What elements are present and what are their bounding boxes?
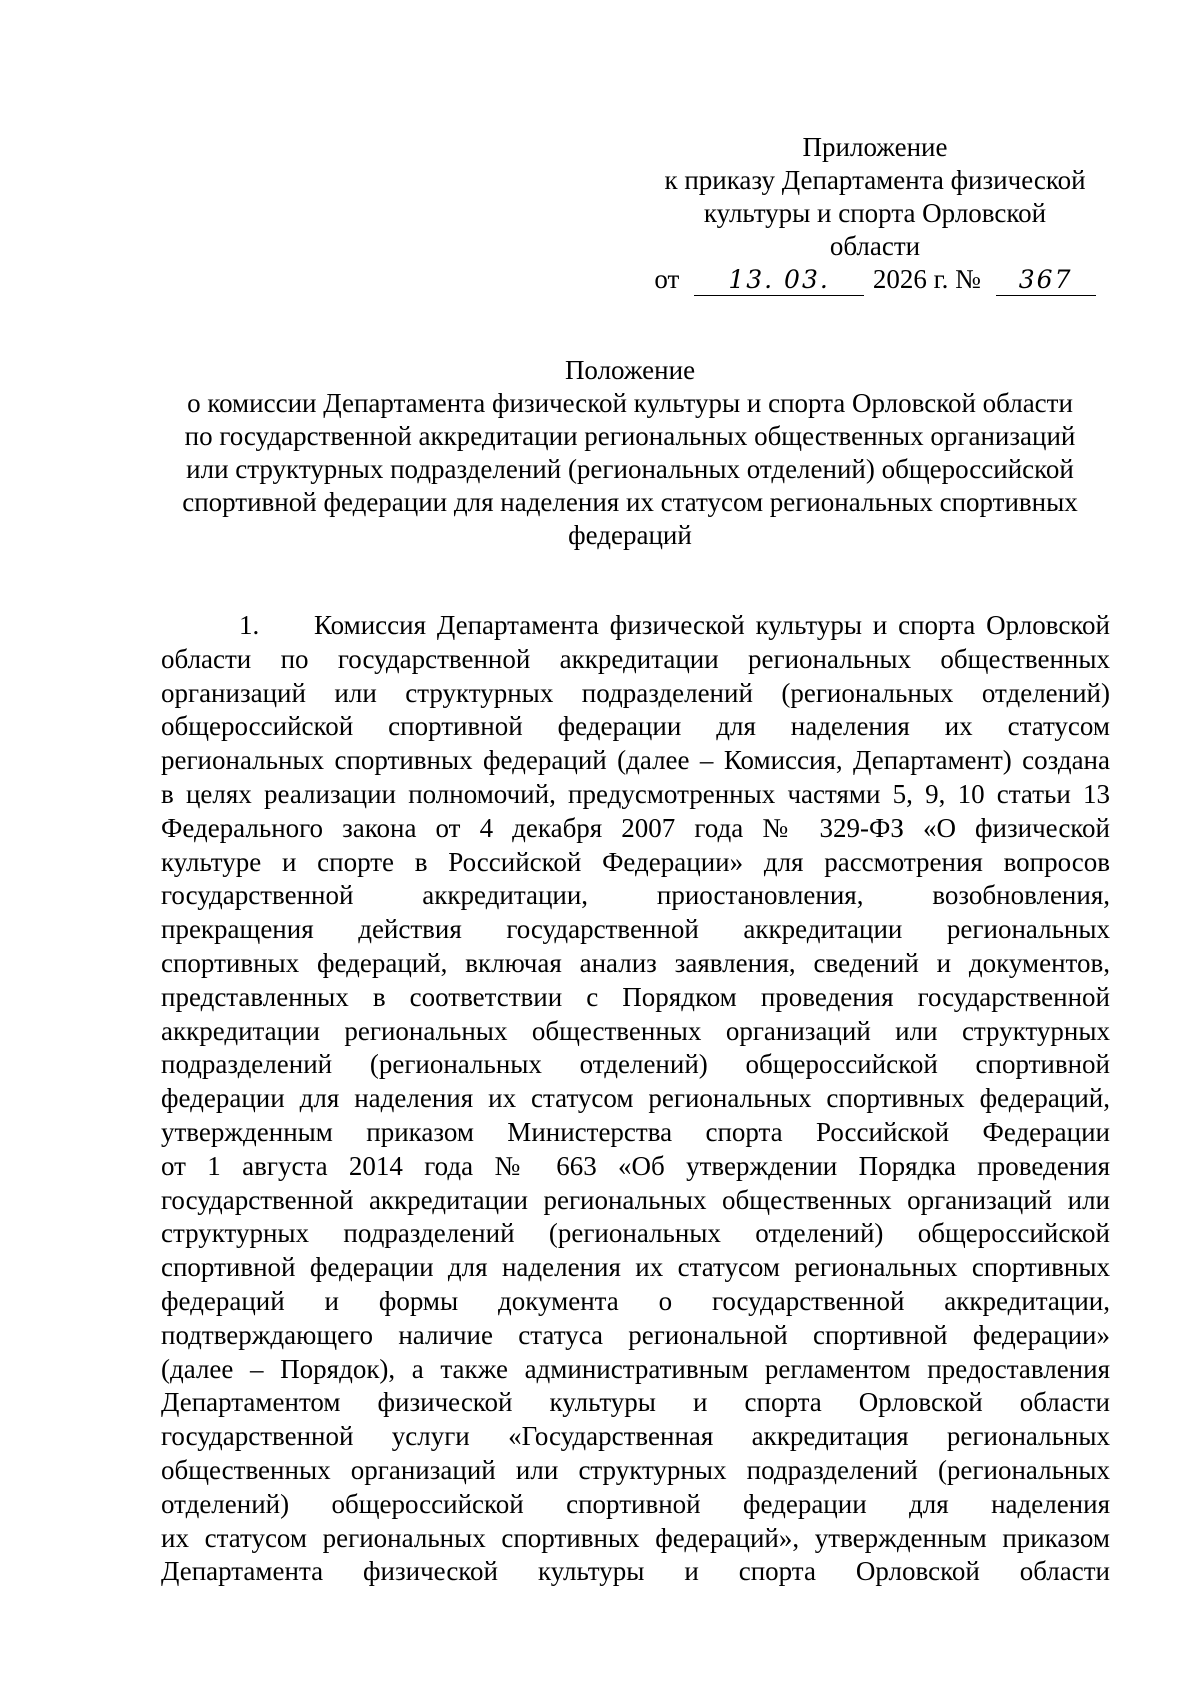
paragraph-number: 1. [239, 610, 260, 640]
approval-line-2: к приказу Департамента физической [664, 165, 1086, 195]
title-line: о комиссии Департамента физической культуры и спорта Орловской области [187, 388, 1073, 418]
date-prefix: от [654, 264, 680, 294]
body-line: (далее – Порядок), а также административным регламентом предоставления [161, 1353, 1110, 1384]
body-line: 1. Комиссия Департамента физической культуры и спорта Орловской [161, 609, 1110, 643]
body-line: прекращения действия государственной аккредитации региональных [161, 914, 1110, 945]
body-line: спортивной федерации для наделения их статусом региональных спортивных [161, 1252, 1110, 1283]
body-line: федерации для наделения их статусом региональных спортивных федераций, [161, 1083, 1110, 1114]
body-line: федераций и формы документа о государственной аккредитации, [161, 1285, 1110, 1316]
body-line: культуре и спорте в Российской Федерации» для рассмотрения вопросов [161, 846, 1110, 877]
body-line: утвержденным приказом Министерства спорта Российской Федерации [161, 1116, 1110, 1147]
body-line: Федерального закона от 4 декабря 2007 года № 329-ФЗ «О физической [161, 812, 1110, 843]
body-line: Департаментом физической культуры и спорта Орловской области [161, 1387, 1110, 1418]
body-line: региональных спортивных федераций (далее – Комиссия, Департамент) создана [161, 745, 1110, 776]
body-line: аккредитации региональных общественных организаций или структурных [161, 1015, 1110, 1046]
body-line: подразделений (региональных отделений) общероссийской спортивной [161, 1049, 1110, 1080]
title-heading: Положение [564, 355, 696, 385]
body-line: в целях реализации полномочий, предусмотренных частями 5, 9, 10 статьи 13 [161, 778, 1110, 809]
approval-block [640, 131, 1110, 296]
handwritten-number: 367 [996, 265, 1096, 296]
body-line: представленных в соответствии с Порядком проведения государственной [161, 981, 1110, 1012]
body-line: государственной услуги «Государственная аккредитация региональных [161, 1421, 1110, 1452]
approval-line-4: области [829, 231, 921, 261]
body-line: Департамента физической культуры и спорта Орловской области [161, 1556, 1110, 1587]
body-paragraph [161, 609, 1110, 1589]
body-line: структурных подразделений (региональных отделений) общероссийской [161, 1218, 1110, 1249]
body-line: отделений) общероссийской спортивной федерации для наделения [161, 1488, 1110, 1519]
body-line: подтверждающего наличие статуса региональной спортивной федерации» [161, 1319, 1110, 1350]
body-line: общероссийской спортивной федерации для наделения их статусом [161, 711, 1110, 742]
body-line: спортивных федераций, включая анализ заявления, сведений и документов, [161, 947, 1110, 978]
approval-line-3: культуры и спорта Орловской [703, 198, 1047, 228]
body-line: области по государственной аккредитации региональных общественных [161, 643, 1110, 674]
handwritten-date: 13. 03. [694, 265, 864, 296]
approval-date-line [640, 263, 1110, 296]
body-line: государственной аккредитации региональных общественных организаций или [161, 1184, 1110, 1215]
title-line: спортивной федерации для наделения их статусом региональных спортивных [182, 487, 1078, 517]
title-line: по государственной аккредитации региональных общественных организаций [184, 421, 1076, 451]
date-year: 2026 г. № [872, 264, 981, 294]
title-line: федераций [568, 520, 692, 550]
body-line: организаций или структурных подразделений (региональных отделений) [161, 677, 1110, 708]
body-line: их статусом региональных спортивных федераций», утвержденным приказом [161, 1522, 1110, 1553]
body-line: государственной аккредитации, приостановления, возобновления, [161, 880, 1110, 911]
body-line: от 1 августа 2014 года № 663 «Об утверждении Порядка проведения [161, 1150, 1110, 1181]
body-line: общественных организаций или структурных подразделений (региональных [161, 1454, 1110, 1485]
approval-heading: Приложение [802, 132, 948, 162]
title-line: или структурных подразделений (региональных отделений) общероссийской [186, 454, 1074, 484]
document-title [150, 354, 1110, 552]
